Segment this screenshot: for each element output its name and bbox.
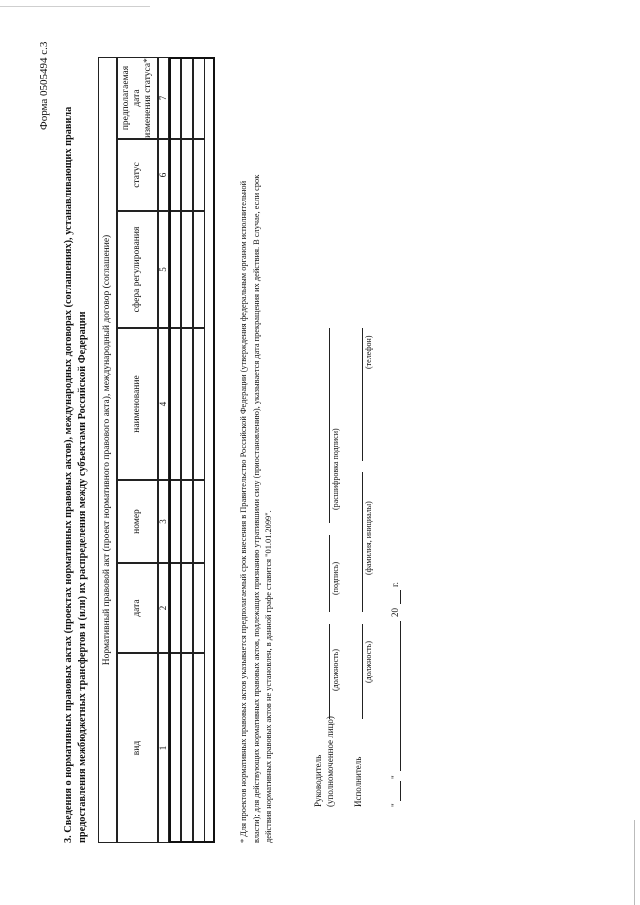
table-row-total bbox=[205, 57, 215, 843]
form-code: Форма 0505494 с.3 bbox=[38, 41, 50, 130]
head-label-line2: (уполномоченное лицо) bbox=[325, 716, 335, 807]
section-title-line1: 3. Сведения о нормативных правовых актах (проектах нормативных правовых актов), международных договорах (соглашениях), устанавливающих правила bbox=[63, 106, 74, 843]
head-position-line bbox=[329, 624, 330, 719]
column-header-status-change-date-line2: изменения статуса* bbox=[143, 58, 153, 138]
column-number-1: 1 bbox=[158, 653, 169, 843]
head-name-line bbox=[329, 328, 330, 523]
date-close-quote: " bbox=[390, 775, 400, 779]
date-year-line bbox=[400, 590, 401, 604]
head-position-hint: (должность) bbox=[331, 649, 340, 691]
head-label-line1: Руководитель bbox=[313, 754, 323, 807]
executor-phone-line bbox=[362, 328, 363, 461]
column-header-date: дата bbox=[117, 563, 158, 653]
executor-label: Исполнитель bbox=[353, 756, 363, 807]
date-year-suffix: г. bbox=[390, 582, 400, 587]
footnote-line1: * Для проектов нормативных правовых актов указывается предполагаемый срок внесения в Правительство Российской Федерации (утверждения федеральным органом исполнительной bbox=[239, 180, 248, 843]
table-group-header: Нормативный правовой акт (проект нормативного правового акта), международный договор (соглашение) bbox=[98, 57, 117, 843]
executor-position-line bbox=[362, 624, 363, 719]
footnote-line3: действия нормативных правовых актов не установлен, в данной графе ставится "01.01.2099". bbox=[264, 510, 273, 843]
head-signature-line bbox=[329, 535, 330, 612]
column-number-3: 3 bbox=[158, 480, 169, 563]
footnote-line2: власти); для действующих нормативных правовых актов, подлежащих признанию утратившими силу (приостановлению), указывается дата прекращения их действия. В случае, если срок bbox=[251, 174, 261, 843]
column-header-number: номер bbox=[117, 480, 158, 563]
executor-name-hint: (фамилия, инициалы) bbox=[364, 501, 373, 575]
column-number-4: 4 bbox=[158, 328, 169, 480]
date-open-quote: " bbox=[390, 803, 400, 807]
acts-table bbox=[98, 57, 215, 843]
footnote bbox=[238, 63, 276, 843]
column-header-name: наименование bbox=[117, 328, 158, 480]
date-day-line bbox=[400, 781, 401, 801]
date-year-prefix: 20 bbox=[390, 608, 400, 617]
head-signature-hint: (подпись) bbox=[331, 561, 340, 595]
section-title-line2: предоставления межбюджетных трансфертов и (или) их распределения между субъектами Российской Федерации bbox=[77, 311, 88, 843]
executor-name-line bbox=[362, 472, 363, 612]
column-number-7: 7 bbox=[158, 57, 169, 139]
column-header-status-change-date bbox=[117, 57, 158, 139]
executor-position-hint: (должность) bbox=[364, 641, 373, 683]
column-header-type: вид bbox=[117, 653, 158, 843]
column-header-status: статус bbox=[117, 139, 158, 211]
date-month-line bbox=[400, 621, 401, 771]
column-number-5: 5 bbox=[158, 211, 169, 328]
column-header-scope: сфера регулирования bbox=[117, 211, 158, 328]
section-title bbox=[62, 43, 90, 843]
executor-phone-hint: (телефон) bbox=[364, 335, 373, 369]
column-header-status-change-date-line1: предполагаемая дата bbox=[121, 65, 142, 131]
head-name-hint: (расшифровка подписи) bbox=[331, 428, 340, 510]
column-number-2: 2 bbox=[158, 563, 169, 653]
column-number-6: 6 bbox=[158, 139, 169, 211]
